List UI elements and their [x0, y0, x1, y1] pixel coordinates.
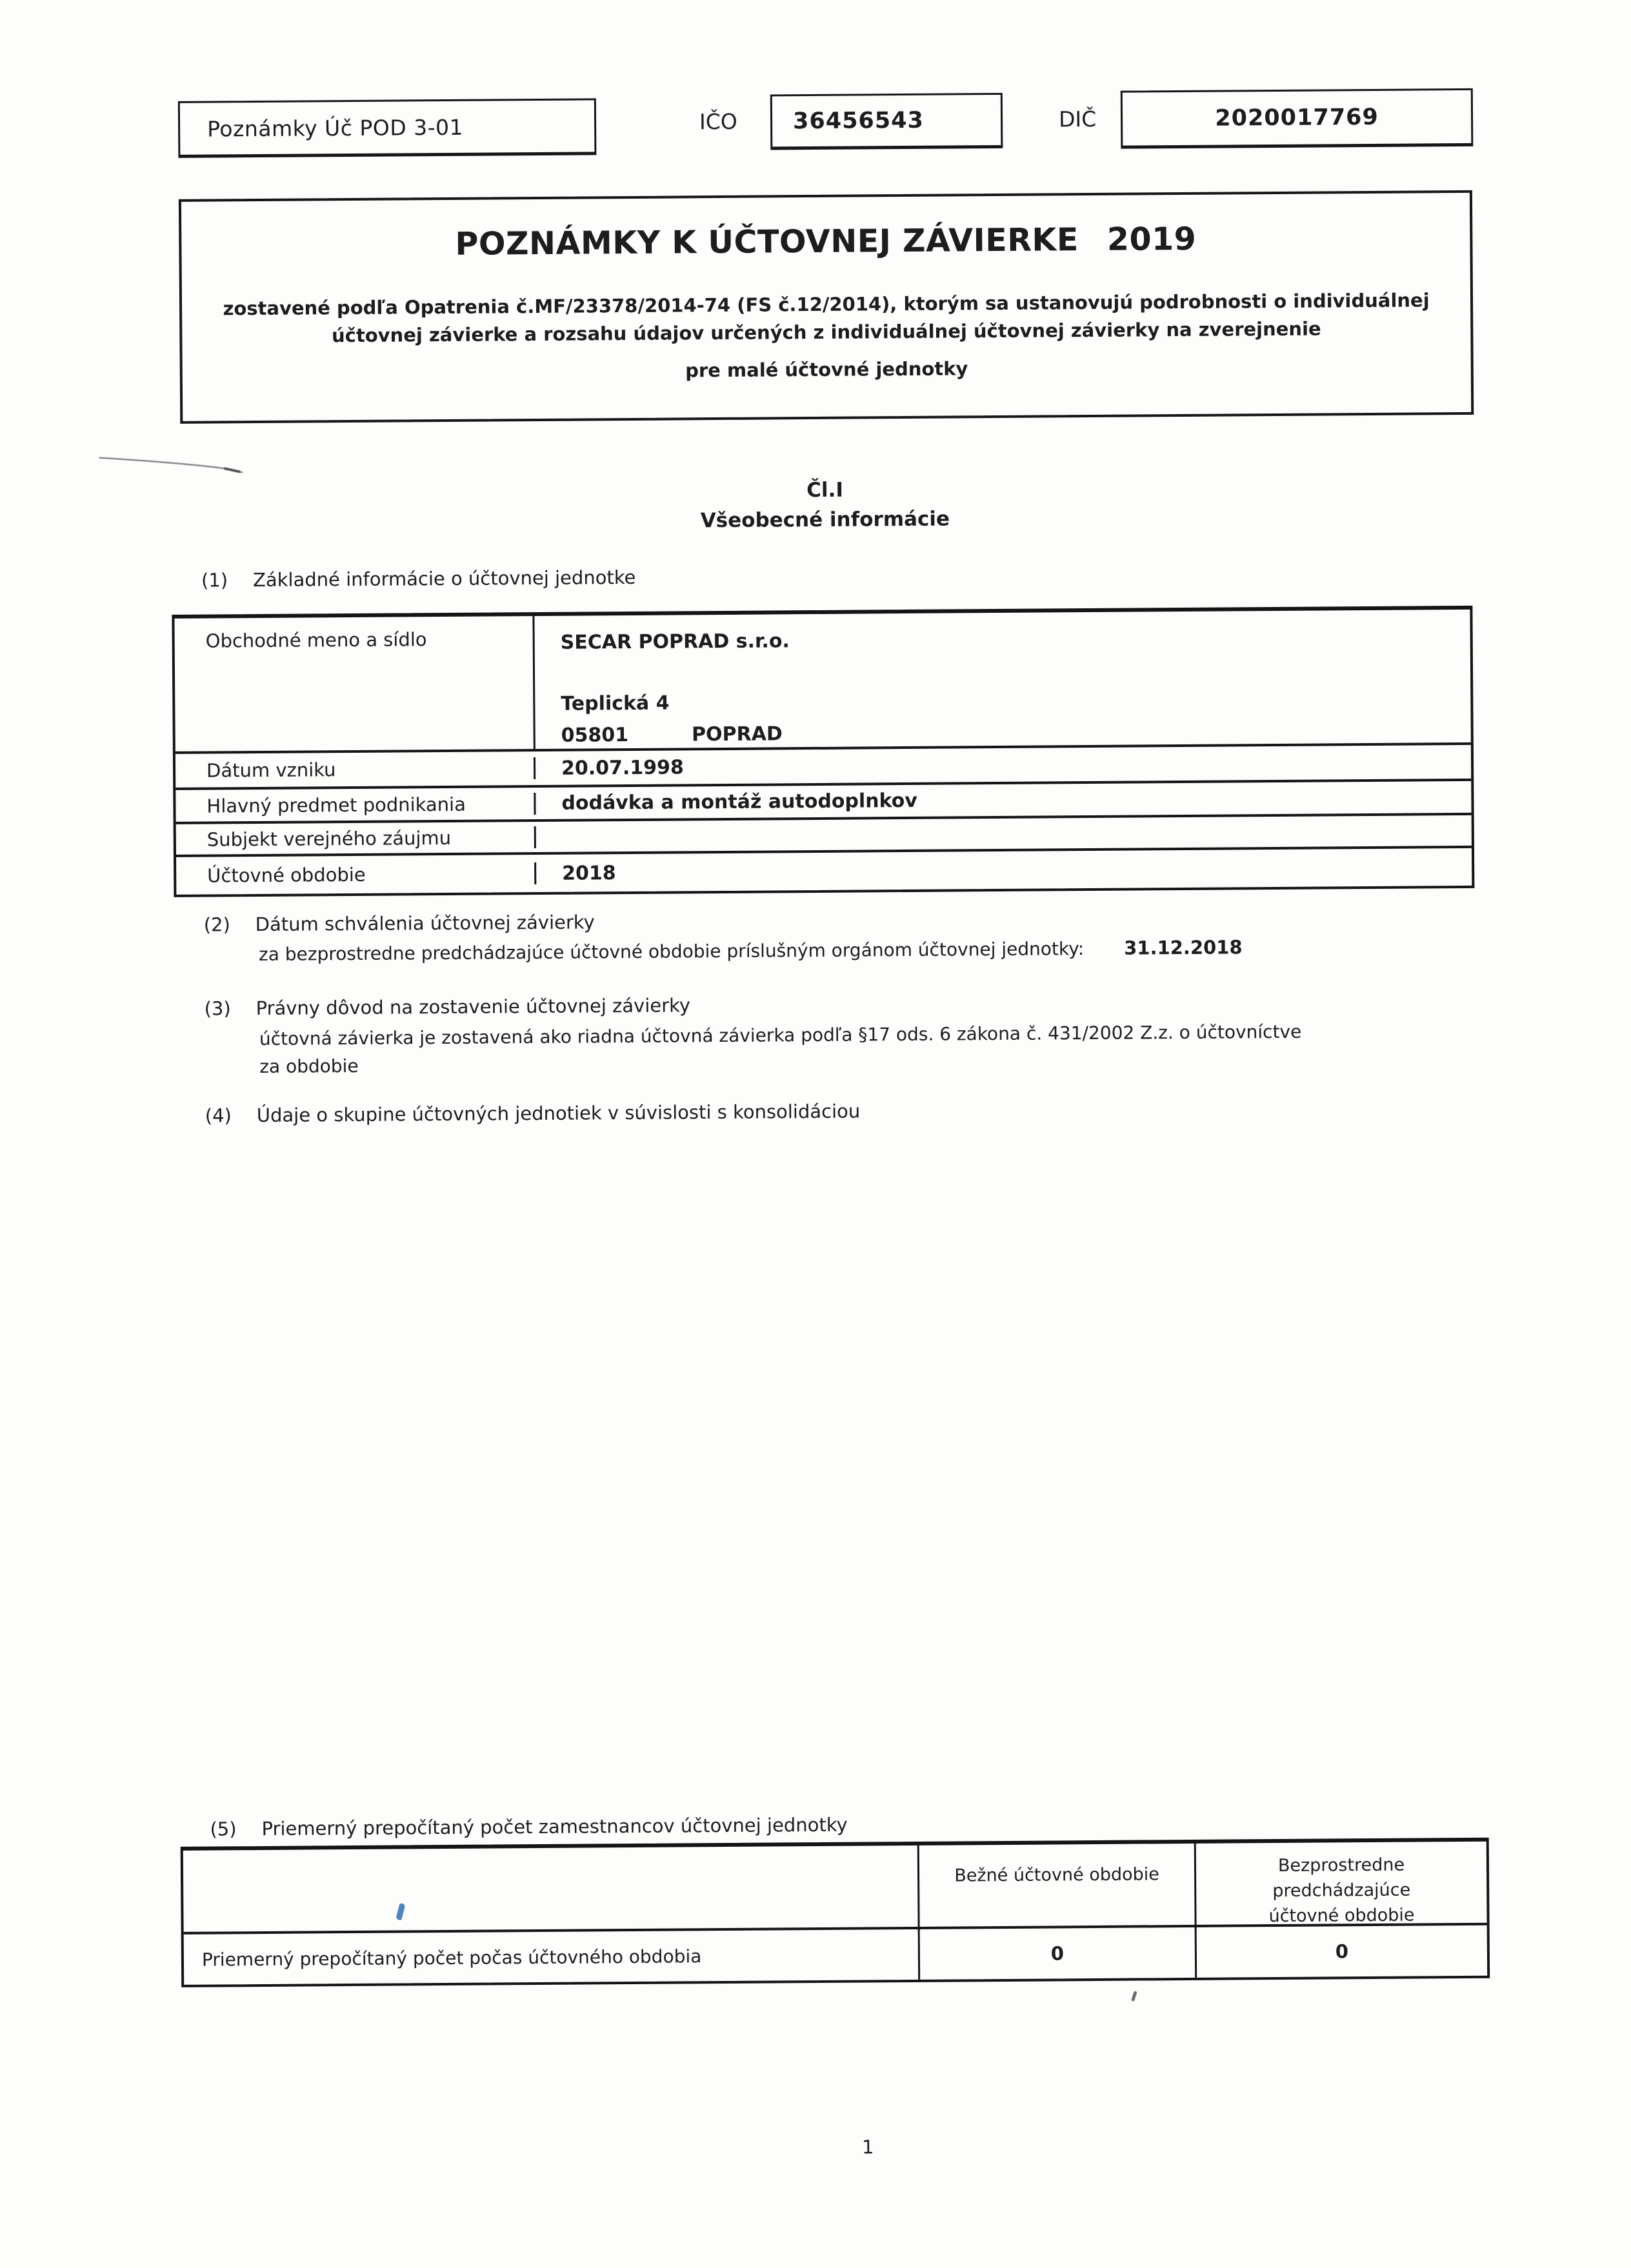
item-3-heading	[205, 994, 691, 1019]
company-zip-city	[561, 718, 1471, 747]
company-zip: 05801	[561, 724, 629, 747]
article-number: Čl.I	[806, 478, 844, 502]
dic-value: 2020017769	[1215, 104, 1379, 132]
subtitle-line-1: zostavené podľa Opatrenia č.MF/23378/2014-74 (FS č.12/2014), ktorým sa ustanovujú podrobnosti o individuálnej	[223, 289, 1430, 320]
document-title: POZNÁMKY K ÚČTOVNEJ ZÁVIERKE 2019	[455, 220, 1197, 263]
company-street: Teplická 4	[561, 691, 670, 715]
item-5-number: (5)	[210, 1818, 237, 1840]
dic-value-box	[1121, 88, 1474, 149]
table-row	[174, 610, 1470, 751]
form-code-box	[178, 98, 597, 158]
dic-label: DIČ	[1058, 106, 1097, 132]
row-value: 20.07.1998	[561, 755, 684, 780]
item-3-subtext-2: za obdobie	[259, 1055, 359, 1078]
employees-current-value: 0	[920, 1927, 1197, 1980]
item-3-subtext-1: účtovná závierka je zostavená ako riadna účtovná závierka podľa §17 ods. 6 zákona č. 431/2002 Z.z. o účtovníctve	[259, 1020, 1302, 1050]
subtitle-line-3: pre malé účtovné jednotky	[685, 357, 968, 382]
header-cell-current-period: Bežné účtovné obdobie	[919, 1844, 1197, 1931]
company-info-table	[172, 606, 1474, 897]
article-title: Všeobecné informácie	[700, 507, 950, 533]
item-5-text: Priemerný prepočítaný počet zamestnancov účtovnej jednotky	[261, 1813, 848, 1840]
row-label: Subjekt verejného záujmu	[176, 826, 536, 851]
company-name-label: Obchodné meno a sídlo	[174, 616, 535, 751]
item-2-heading	[204, 911, 595, 935]
employees-row-label: Priemerný prepočítaný počet počas účtovného obdobia	[184, 1929, 921, 1985]
employees-table	[181, 1838, 1490, 1987]
ico-value: 36456543	[792, 107, 925, 135]
ico-value-box	[770, 93, 1003, 150]
item-1-heading	[201, 566, 636, 592]
pencil-stroke-artifact	[99, 453, 247, 476]
row-value: dodávka a montáž autodoplnkov	[561, 789, 918, 815]
item-1-text: Základné informácie o účtovnej jednotke	[252, 566, 636, 592]
company-city: POPRAD	[691, 722, 783, 746]
item-3-number: (3)	[204, 997, 231, 1020]
employees-previous-value: 0	[1335, 1940, 1349, 1963]
document-year: 2019	[1106, 220, 1197, 258]
row-value: 2018	[562, 861, 616, 885]
article-heading	[181, 474, 1470, 536]
employees-table-header	[183, 1842, 1487, 1932]
row-value	[536, 830, 1472, 837]
item-4-text: Údaje o skupine účtovných jednotiek v súvislosti s konsolidáciou	[256, 1100, 861, 1127]
company-name: SECAR POPRAD s.r.o.	[560, 630, 790, 654]
item-1-number: (1)	[201, 569, 228, 592]
approval-date: 31.12.2018	[1124, 936, 1243, 959]
ico-label: IČO	[699, 108, 737, 135]
item-4-heading	[205, 1100, 861, 1127]
header-cell-empty	[183, 1845, 920, 1936]
item-5-heading	[210, 1814, 847, 1840]
item-2-subtext: za bezprostredne predchádzajúce účtovné obdobie príslušným orgánom účtovnej jednotky: 31.12.2018	[258, 936, 1243, 966]
title-box	[179, 190, 1474, 424]
table-row	[176, 846, 1472, 895]
company-address-cell	[534, 610, 1470, 749]
page-number: 1	[861, 2136, 874, 2158]
item-4-number: (4)	[205, 1104, 232, 1127]
header-cell-previous-period: Bezprostredne predchádzajúce účtovné obdobie	[1268, 1855, 1415, 1927]
item-2-number: (2)	[203, 913, 230, 936]
subtitle-line-2: účtovnej závierke a rozsahu údajov určených z individuálnej účtovnej závierky na zverejnenie	[331, 317, 1321, 347]
form-code-label: Poznámky Úč POD 3-01	[206, 114, 464, 142]
item-3-text: Právny dôvod na zostavenie účtovnej závierky	[255, 994, 691, 1020]
row-label: Dátum vzniku	[175, 757, 535, 782]
pen-tick-artifact	[1131, 1991, 1137, 2002]
row-label: Hlavný predmet podnikania	[175, 793, 535, 817]
row-label: Účtovné obdobie	[176, 862, 536, 887]
item-2-text: Dátum schválenia účtovnej závierky	[255, 911, 595, 936]
